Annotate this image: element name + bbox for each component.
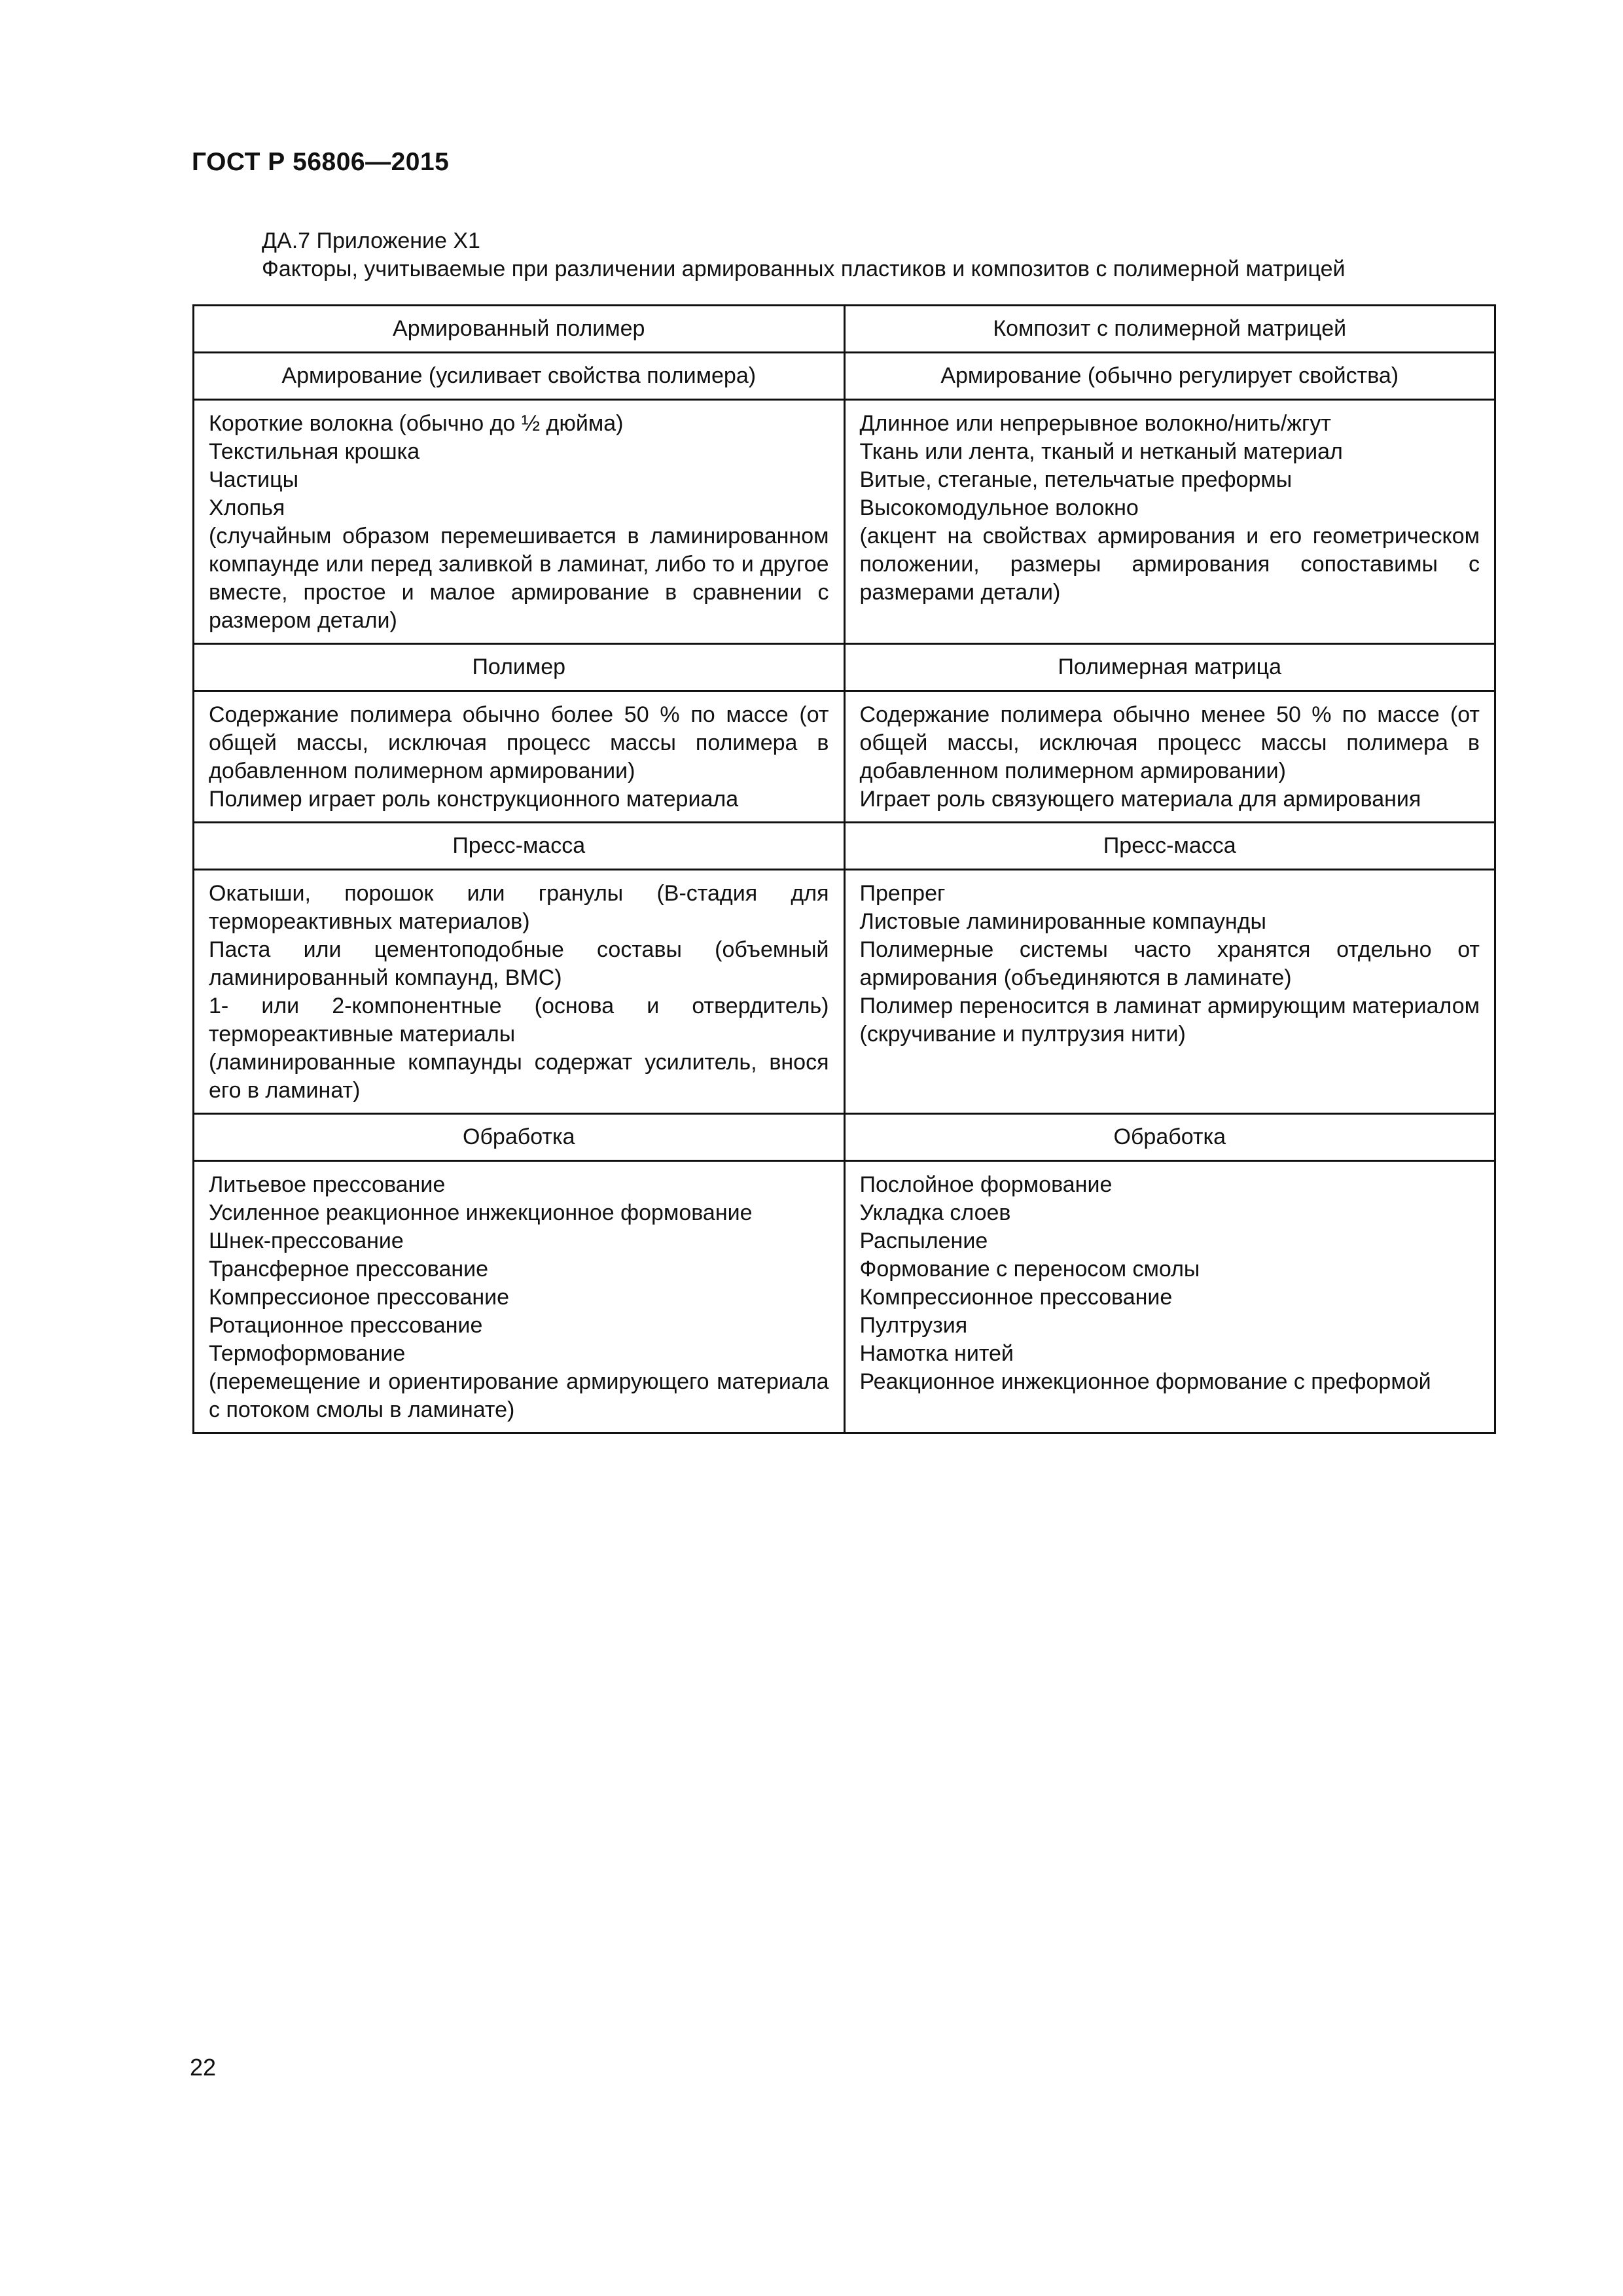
section-header-left: Обработка <box>194 1114 845 1161</box>
list-item: 1- или 2-компонентные (основа и отвердитель) термореактивные материалы <box>209 994 829 1047</box>
list-item: (акцент на свойствах армирования и его геометрическом положении, размеры армирования сопоставимы с размерами детали) <box>859 524 1480 605</box>
list-item: Полимерные системы часто хранятся отдельно от армирования (объединяются в ламинате) <box>859 937 1480 990</box>
section-body-row <box>194 870 1495 1114</box>
section-body-row <box>194 400 1495 644</box>
list-item: Листовые ламинированные компаунды <box>859 909 1266 934</box>
list-item: Хлопья <box>209 495 285 520</box>
list-item: Окатыши, порошок или гранулы (В-стадия для термореактивных материалов) <box>209 881 829 934</box>
section-body-left <box>194 870 845 1114</box>
list-item: (ламинированные компаунды содержат усилитель, внося его в ламинат) <box>209 1050 829 1103</box>
section-body-right <box>844 1161 1495 1433</box>
section-body-right <box>844 691 1495 823</box>
list-item: Реакционное инжекционное формование с преформой <box>859 1369 1431 1394</box>
list-item: Термоформование <box>209 1341 406 1366</box>
document-code: ГОСТ Р 56806—2015 <box>192 148 450 176</box>
list-item: Литьевое прессование <box>209 1172 446 1197</box>
section-body-right <box>844 400 1495 644</box>
appendix-caption: Факторы, учитываемые при различении армированных пластиков и композитов с полимерной матрицей <box>262 257 1346 281</box>
list-item: Ткань или лента, тканый и нетканый материал <box>859 439 1343 464</box>
section-header-right: Пресс-масса <box>844 823 1495 870</box>
list-item: (перемещение и ориентирование армирующего материала с потоком смолы в ламинате) <box>209 1369 829 1422</box>
section-header-row <box>194 353 1495 400</box>
list-item: Играет роль связующего материала для армирования <box>859 787 1421 812</box>
list-item: Шнек-прессование <box>209 1229 404 1253</box>
list-item: Содержание полимера обычно менее 50 % по массе (от общей массы, исключая процесс массы полимера в добавленном полимерном армировании) <box>859 702 1480 783</box>
list-item: Распыление <box>859 1229 988 1253</box>
comparison-table <box>192 304 1496 1434</box>
section-header-right: Полимерная матрица <box>844 644 1495 691</box>
list-item: Высокомодульное волокно <box>859 495 1139 520</box>
list-item: Усиленное реакционное инжекционное формование <box>209 1200 753 1225</box>
section-body-left <box>194 691 845 823</box>
section-header-left: Полимер <box>194 644 845 691</box>
list-item: Содержание полимера обычно более 50 % по массе (от общей массы, исключая процесс массы полимера в добавленном полимерном армировании) <box>209 702 829 783</box>
section-header-left: Пресс-масса <box>194 823 845 870</box>
list-item: Текстильная крошка <box>209 439 420 464</box>
list-item: Длинное или непрерывное волокно/нить/жгут <box>859 411 1332 436</box>
list-item: Частицы <box>209 467 299 492</box>
list-item: Послойное формование <box>859 1172 1113 1197</box>
section-body-row <box>194 1161 1495 1433</box>
list-item: Витые, стеганые, петельчатые преформы <box>859 467 1293 492</box>
section-header-left: Армирование (усиливает свойства полимера) <box>194 353 845 400</box>
column-header-reinforced-polymer: Армированный полимер <box>194 306 845 353</box>
list-item: Полимер переносится в ламинат армирующим материалом (скручивание и пултрузия нити) <box>859 994 1480 1047</box>
list-item: (случайным образом перемешивается в ламинированном компаунде или перед заливкой в ламинат, либо то и другое вместе, простое и малое армирование в сравнении с размером детали) <box>209 524 829 633</box>
list-item: Препрег <box>859 881 946 906</box>
section-header-row <box>194 644 1495 691</box>
table-header-row <box>194 306 1495 353</box>
section-header-row <box>194 1114 1495 1161</box>
page-number: 22 <box>190 2054 217 2081</box>
list-item: Компрессионное прессование <box>859 1285 1173 1310</box>
section-header-row <box>194 823 1495 870</box>
section-body-left <box>194 1161 845 1433</box>
list-item: Трансферное прессование <box>209 1257 489 1282</box>
list-item: Компрессионое прессование <box>209 1285 510 1310</box>
section-header-right: Армирование (обычно регулирует свойства) <box>844 353 1495 400</box>
list-item: Полимер играет роль конструкционного материала <box>209 787 739 812</box>
column-header-polymer-matrix-composite: Композит с полимерной матрицей <box>844 306 1495 353</box>
list-item: Короткие волокна (обычно до ½ дюйма) <box>209 411 624 436</box>
section-header-right: Обработка <box>844 1114 1495 1161</box>
list-item: Пултрузия <box>859 1313 968 1338</box>
list-item: Намотка нитей <box>859 1341 1014 1366</box>
appendix-label: ДА.7 Приложение X1 <box>262 228 480 253</box>
section-body-right <box>844 870 1495 1114</box>
list-item: Ротационное прессование <box>209 1313 483 1338</box>
section-body-left <box>194 400 845 644</box>
list-item: Паста или цементоподобные составы (объемный ламинированный компаунд, ВМС) <box>209 937 829 990</box>
list-item: Формование с переносом смолы <box>859 1257 1200 1282</box>
appendix-title <box>262 227 1346 283</box>
list-item: Укладка слоев <box>859 1200 1011 1225</box>
section-body-row <box>194 691 1495 823</box>
